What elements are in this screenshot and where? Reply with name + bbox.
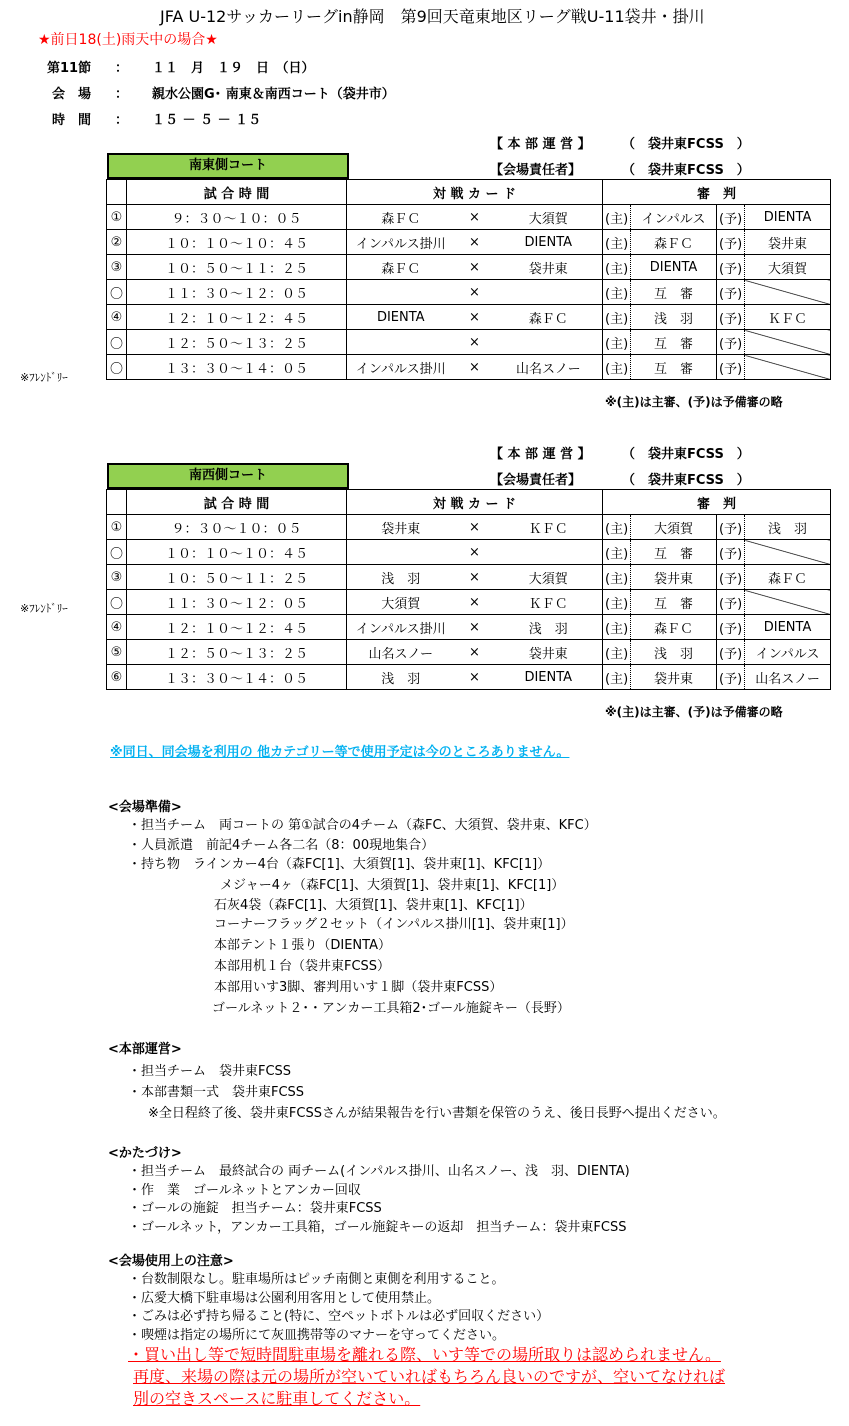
main-referee-tag: (主): [603, 565, 631, 590]
schedule-table: [106, 489, 831, 690]
table-row: [107, 330, 831, 355]
sub-referee-tag: (予): [717, 540, 745, 565]
home-team: インパルス掛川: [347, 355, 455, 380]
match-number: 〇: [107, 330, 127, 355]
main-referee-tag: (主): [603, 540, 631, 565]
hq-label: 【 本 部 運 営 】: [490, 447, 591, 462]
match-number: 〇: [107, 590, 127, 615]
section-heading-hq: <本部運営>: [108, 1042, 182, 1057]
home-team: インパルス掛川: [347, 615, 455, 640]
main-referee-tag: (主): [603, 355, 631, 380]
sub-referee: インパルス: [745, 640, 831, 665]
time-range: １５ － ５ － １５: [152, 113, 262, 128]
main-referee: 互 審: [631, 540, 717, 565]
prep-line: ・人員派遣 前記4チーム各二名（8：00現地集合）: [128, 838, 435, 853]
match-number: ⑥: [107, 665, 127, 690]
match-time: １０：５０～１１：２５: [127, 565, 347, 590]
match-time: １２：５０～１３：２５: [127, 640, 347, 665]
venue-label: 会 場: [52, 87, 92, 102]
hq-label: 【 本 部 運 営 】: [490, 137, 591, 152]
main-referee-tag: (主): [603, 280, 631, 305]
away-team: [495, 540, 603, 565]
away-team: [495, 330, 603, 355]
match-number: ⑤: [107, 640, 127, 665]
section-heading-prep: <会場準備>: [108, 800, 182, 815]
home-team: 浅 羽: [347, 665, 455, 690]
sub-referee: [745, 355, 831, 380]
away-team: 森ＦＣ: [495, 305, 603, 330]
header-time: 試 合 時 間: [127, 490, 347, 515]
match-time: １２：１０～１２：４５: [127, 615, 347, 640]
time-label: 時 間: [52, 113, 92, 128]
main-referee: 互 審: [631, 590, 717, 615]
sub-referee-tag: (予): [717, 590, 745, 615]
table-header-row: [107, 180, 831, 205]
header-time: 試 合 時 間: [127, 180, 347, 205]
away-team: DIENTA: [495, 665, 603, 690]
table-row: [107, 665, 831, 690]
main-referee-tag: (主): [603, 330, 631, 355]
main-referee-tag: (主): [603, 665, 631, 690]
sub-referee-tag: (予): [717, 515, 745, 540]
sub-referee: [745, 330, 831, 355]
friendly-note: ※ﾌﾚﾝﾄﾞﾘｰ: [20, 371, 68, 384]
match-time: １３：３０～１４：０５: [127, 665, 347, 690]
venue: 親水公園G･ 南東＆南西コート（袋井市）: [152, 87, 395, 102]
versus-mark: ×: [455, 330, 495, 355]
away-team: DIENTA: [495, 230, 603, 255]
match-number: 〇: [107, 540, 127, 565]
sub-referee: 山名スノー: [745, 665, 831, 690]
table-row: [107, 615, 831, 640]
match-date: １１ 月 １９ 日 （日）: [152, 61, 315, 76]
away-team: ＫＦＣ: [495, 590, 603, 615]
table-row: [107, 255, 831, 280]
hq-value: （ 袋井東FCSS ）: [622, 137, 750, 152]
versus-mark: ×: [455, 665, 495, 690]
table-row: [107, 590, 831, 615]
prep-line: コーナーフラッグ２セット（インパルス掛川[1]、袋井東[1]）: [214, 917, 574, 932]
sub-referee-tag: (予): [717, 280, 745, 305]
away-team: [495, 280, 603, 305]
main-referee: 互 審: [631, 355, 717, 380]
main-referee: 浅 羽: [631, 640, 717, 665]
table-row: [107, 355, 831, 380]
sub-referee: DIENTA: [745, 615, 831, 640]
cleanup-line: ・担当チーム 最終試合の 両チーム(インパルス掛川、山名スノー、浅 羽、DIENTA): [128, 1164, 630, 1179]
sub-referee: 浅 羽: [745, 515, 831, 540]
match-number: ④: [107, 615, 127, 640]
cleanup-line: ・ゴールの施錠 担当チーム：袋井東FCSS: [128, 1201, 382, 1216]
round-label: 第11節: [47, 61, 92, 76]
sub-referee-tag: (予): [717, 255, 745, 280]
sub-referee: [745, 540, 831, 565]
match-time: １０：５０～１１：２５: [127, 255, 347, 280]
hq-line: ※全日程終了後、袋井東FCSSさんが結果報告を行い書類を保管のうえ、後日長野へ提出ください。: [148, 1106, 726, 1121]
match-time: １０：１０～１０：４５: [127, 540, 347, 565]
versus-mark: ×: [455, 205, 495, 230]
versus-mark: ×: [455, 590, 495, 615]
main-referee: 袋井東: [631, 565, 717, 590]
match-number: ③: [107, 565, 127, 590]
main-referee: 互 審: [631, 280, 717, 305]
main-referee: 大須賀: [631, 515, 717, 540]
main-referee: 森ＦＣ: [631, 615, 717, 640]
warning-line: 別の空きスペースに駐車してください。: [133, 1389, 421, 1408]
versus-mark: ×: [455, 305, 495, 330]
rules-line: ・ごみは必ず持ち帰ること(特に、空ペットボトルは必ず回収ください）: [128, 1309, 550, 1324]
main-referee: 袋井東: [631, 665, 717, 690]
header-referee: 審 判: [603, 490, 831, 515]
sub-referee-tag: (予): [717, 665, 745, 690]
away-team: 大須賀: [495, 565, 603, 590]
match-time: １２：５０～１３：２５: [127, 330, 347, 355]
sub-referee: DIENTA: [745, 205, 831, 230]
main-referee-tag: (主): [603, 305, 631, 330]
section-heading-cleanup: <かたづけ>: [108, 1146, 182, 1161]
sub-referee: [745, 590, 831, 615]
table-row: [107, 305, 831, 330]
notice-link[interactable]: ※同日、同会場を利用の 他カテゴリー等で使用予定は今のところありません。: [110, 745, 570, 760]
home-team: DIENTA: [347, 305, 455, 330]
warning-line: ・買い出し等で短時間駐車場を離れる際、いす等での場所取りは認められません。: [128, 1345, 721, 1364]
header-card: 対 戦 カ ー ド: [347, 490, 603, 515]
sub-referee-tag: (予): [717, 230, 745, 255]
referee-legend: ※(主)は主審、(予)は予備審の略: [605, 705, 783, 719]
match-number: ①: [107, 515, 127, 540]
venue-responsible-value: （ 袋井東FCSS ）: [622, 163, 750, 178]
match-number: ③: [107, 255, 127, 280]
match-time: １２：１０～１２：４５: [127, 305, 347, 330]
colon: ：: [115, 61, 129, 76]
match-time: １３：３０～１４：０５: [127, 355, 347, 380]
table-header-row: [107, 490, 831, 515]
match-time: ９：３０～１０：０５: [127, 205, 347, 230]
header-no: [107, 180, 127, 205]
versus-mark: ×: [455, 515, 495, 540]
home-team: 浅 羽: [347, 565, 455, 590]
prep-line: 石灰4袋（森FC[1]、大須賀[1]、袋井東[1]、KFC[1]）: [214, 898, 533, 913]
match-time: １０：１０～１０：４５: [127, 230, 347, 255]
venue-responsible-value: （ 袋井東FCSS ）: [622, 473, 750, 488]
sub-referee-tag: (予): [717, 640, 745, 665]
rain-note: ★前日18(土)雨天中の場合★: [38, 32, 218, 48]
cleanup-line: ・ゴールネット，アンカー工具箱，ゴール施錠キーの返却 担当チーム：袋井東FCSS: [128, 1220, 627, 1235]
versus-mark: ×: [455, 230, 495, 255]
prep-line: 本部用机１台（袋井東FCSS）: [214, 959, 391, 974]
cleanup-line: ・作 業 ゴールネットとアンカー回収: [128, 1183, 361, 1198]
versus-mark: ×: [455, 615, 495, 640]
match-number: 〇: [107, 280, 127, 305]
main-referee: インパルス: [631, 205, 717, 230]
colon: ：: [115, 87, 129, 102]
main-referee-tag: (主): [603, 515, 631, 540]
main-referee: 森ＦＣ: [631, 230, 717, 255]
away-team: 浅 羽: [495, 615, 603, 640]
home-team: 大須賀: [347, 590, 455, 615]
main-referee-tag: (主): [603, 230, 631, 255]
rules-line: ・喫煙は指定の場所にて灰皿携帯等のマナーを守ってください。: [128, 1328, 506, 1343]
schedule-table: [106, 179, 831, 380]
prep-line: ・持ち物 ラインカー4台（森FC[1]、大須賀[1]、袋井東[1]、KFC[1]）: [128, 857, 551, 872]
sub-referee: ＫＦＣ: [745, 305, 831, 330]
sub-referee-tag: (予): [717, 565, 745, 590]
home-team: 森ＦＣ: [347, 205, 455, 230]
main-referee: 互 審: [631, 330, 717, 355]
hq-value: （ 袋井東FCSS ）: [622, 447, 750, 462]
sub-referee: 大須賀: [745, 255, 831, 280]
venue-responsible-label: 【会場責任者】: [490, 163, 582, 178]
sub-referee: [745, 280, 831, 305]
versus-mark: ×: [455, 565, 495, 590]
match-time: １１：３０～１２：０５: [127, 590, 347, 615]
sub-referee: 森ＦＣ: [745, 565, 831, 590]
hq-line: ・担当チーム 袋井東FCSS: [128, 1064, 292, 1079]
home-team: [347, 280, 455, 305]
home-team: 山名スノー: [347, 640, 455, 665]
table-row: [107, 540, 831, 565]
venue-responsible-label: 【会場責任者】: [490, 473, 582, 488]
versus-mark: ×: [455, 255, 495, 280]
prep-line: ゴールネット２･・アンカー工具箱2･ゴール施錠キー（長野）: [212, 1001, 570, 1016]
court-name: 南東側コート: [107, 153, 349, 179]
warning-line: 再度、来場の際は元の場所が空いていればもちろん良いのですが、空いてなければ: [133, 1367, 726, 1386]
header-no: [107, 490, 127, 515]
prep-line: 本部用いす3脚、審判用いす１脚（袋井東FCSS）: [214, 980, 503, 995]
match-time: ９：３０～１０：０５: [127, 515, 347, 540]
sub-referee-tag: (予): [717, 305, 745, 330]
match-number: 〇: [107, 355, 127, 380]
rules-line: ・広愛大橋下駐車場は公園利用客用として使用禁止。: [128, 1291, 441, 1306]
sub-referee: 袋井東: [745, 230, 831, 255]
main-referee-tag: (主): [603, 255, 631, 280]
versus-mark: ×: [455, 540, 495, 565]
prep-line: メジャー4ヶ（森FC[1]、大須賀[1]、袋井東[1]、KFC[1]）: [220, 878, 565, 893]
sub-referee-tag: (予): [717, 615, 745, 640]
home-team: 森ＦＣ: [347, 255, 455, 280]
main-referee: DIENTA: [631, 255, 717, 280]
away-team: 袋井東: [495, 640, 603, 665]
hq-line: ・本部書類一式 袋井東FCSS: [128, 1085, 305, 1100]
home-team: 袋井東: [347, 515, 455, 540]
table-row: [107, 640, 831, 665]
table-row: [107, 565, 831, 590]
header-card: 対 戦 カ ー ド: [347, 180, 603, 205]
versus-mark: ×: [455, 355, 495, 380]
home-team: インパルス掛川: [347, 230, 455, 255]
document-title: JFA U-12サッカーリーグin静岡 第9回天竜東地区リーグ戦U-11袋井・掛川: [160, 7, 705, 26]
colon: ：: [115, 113, 129, 128]
match-number: ④: [107, 305, 127, 330]
main-referee-tag: (主): [603, 205, 631, 230]
prep-line: ・担当チーム 両コートの 第①試合の4チーム（森FC、大須賀、袋井東、KFC）: [128, 818, 597, 833]
table-row: [107, 515, 831, 540]
friendly-note: ※ﾌﾚﾝﾄﾞﾘｰ: [20, 602, 68, 615]
section-heading-rules: <会場使用上の注意>: [108, 1254, 234, 1269]
prep-line: 本部テント１張り（DIENTA）: [214, 938, 391, 953]
away-team: 大須賀: [495, 205, 603, 230]
away-team: ＫＦＣ: [495, 515, 603, 540]
main-referee-tag: (主): [603, 615, 631, 640]
away-team: 袋井東: [495, 255, 603, 280]
home-team: [347, 540, 455, 565]
table-row: [107, 230, 831, 255]
table-row: [107, 280, 831, 305]
match-number: ②: [107, 230, 127, 255]
main-referee-tag: (主): [603, 640, 631, 665]
sub-referee-tag: (予): [717, 205, 745, 230]
referee-legend: ※(主)は主審、(予)は予備審の略: [605, 395, 783, 409]
away-team: 山名スノー: [495, 355, 603, 380]
match-time: １１：３０～１２：０５: [127, 280, 347, 305]
home-team: [347, 330, 455, 355]
match-number: ①: [107, 205, 127, 230]
rules-line: ・台数制限なし。駐車場所はピッチ南側と東側を利用すること。: [128, 1272, 505, 1287]
sub-referee-tag: (予): [717, 330, 745, 355]
court-name: 南西側コート: [107, 463, 349, 489]
table-row: [107, 205, 831, 230]
sub-referee-tag: (予): [717, 355, 745, 380]
main-referee: 浅 羽: [631, 305, 717, 330]
header-referee: 審 判: [603, 180, 831, 205]
versus-mark: ×: [455, 640, 495, 665]
versus-mark: ×: [455, 280, 495, 305]
main-referee-tag: (主): [603, 590, 631, 615]
